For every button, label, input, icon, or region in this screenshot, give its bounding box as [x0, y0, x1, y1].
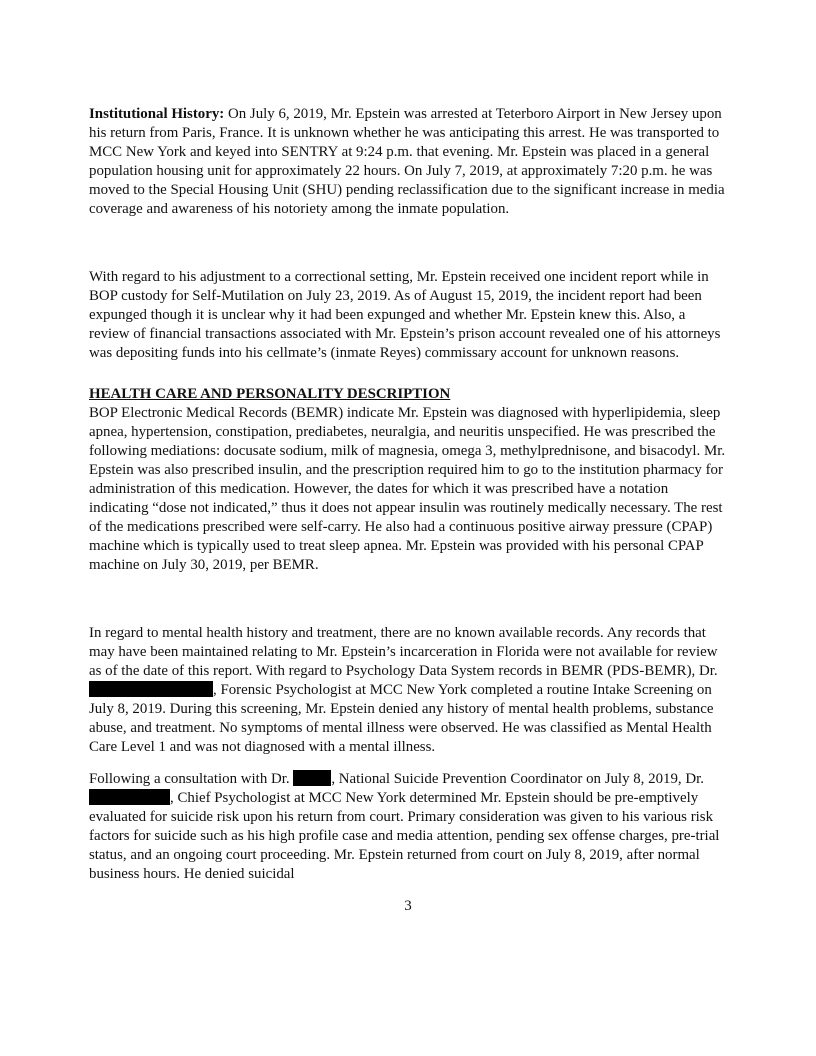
mental-health-paragraph	[89, 624, 729, 757]
page-number: 3	[404, 898, 412, 914]
consultation-text-3: , Chief Psychologist at MCC New York determined Mr. Epstein should be pre-emptively evaluated for suicide risk upon his return from court. Primary consideration was given to his various risk factors for suicide such as his high profile case and media attention, pending sex offense charges, pre-trial status, and an ongoing court proceeding. Mr. Epstein returned from court on July 8, 2019, after normal business hours. He denied suicidal	[89, 790, 720, 882]
consultation-text-1: Following a consultation with Dr.	[89, 771, 294, 787]
mental-health-text-1: In regard to mental health history and treatment, there are no known available records. Any records that may have been maintained relating to Mr. Epstein’s incarceration in Florida were not available for review as of the date of this report. With regard to Psychology Data System records in BEMR (PDS-BEMR), Dr.	[89, 625, 718, 679]
health-care-heading: HEALTH CARE AND PERSONALITY DESCRIPTION	[89, 386, 451, 402]
mental-health-text-2: , Forensic Psychologist at MCC New York completed a routine Intake Screening on July 8, 2019. During this screening, Mr. Epstein denied any history of mental health problems, substance abuse, and treatment. No symptoms of mental illness were observed. He was classified as Mental Health Care Level 1 and was not diagnosed with a mental illness.	[89, 682, 714, 755]
institutional-history-text: On July 6, 2019, Mr. Epstein was arrested at Teterboro Airport in New Jersey upon his return from Paris, France. It is unknown whether he was anticipating this arrest. He was transported to MCC New York and keyed into SENTRY at 9:24 p.m. that evening. Mr. Epstein was placed in a general population housing unit for approximately 22 hours. On July 7, 2019, at approximately 7:20 p.m. he was moved to the Special Housing Unit (SHU) pending reclassification due to the significant increase in media coverage and awareness of his notoriety among the inmate population.	[89, 106, 725, 217]
adjustment-text: With regard to his adjustment to a correctional setting, Mr. Epstein received one incident report while in BOP custody for Self-Mutilation on July 23, 2019. As of August 15, 2019, the incident report had been expunged though it is unclear why it had been expunged and whether Mr. Epstein knew this. Also, a review of financial transactions associated with Mr. Epstein’s prison account revealed one of his attorneys was depositing funds into his cellmate’s (inmate Reyes) commissary account for unknown reasons.	[89, 269, 721, 361]
health-care-text: BOP Electronic Medical Records (BEMR) indicate Mr. Epstein was diagnosed with hyperlipidemia, sleep apnea, hypertension, constipation, prediabetes, neuralgia, and neuritis unspecified. He was prescribed the following mediations: docusate sodium, milk of magnesia, omega 3, methylprednisone, and bisacodyl. Mr. Epstein was also prescribed insulin, and the prescription required him to go to the institution pharmacy for administration of this medication. However, the dates for which it was prescribed have a notation indicating “dose not indicated,” thus it does not appear insulin was routinely medically necessary. The rest of the medications prescribed were self-carry. He also had a continuous positive airway pressure (CPAP) machine which is typically used to treat sleep apnea. Mr. Epstein was provided with his personal CPAP machine on July 30, 2019, per BEMR.	[89, 405, 726, 573]
health-care-section	[89, 385, 729, 575]
institutional-history-label: Institutional History:	[89, 106, 225, 122]
redaction-box	[89, 789, 170, 805]
redaction-box	[293, 770, 331, 786]
redaction-box	[89, 681, 213, 697]
consultation-paragraph	[89, 770, 729, 884]
consultation-text-2: , National Suicide Prevention Coordinator on July 8, 2019, Dr.	[331, 771, 704, 787]
adjustment-paragraph	[89, 268, 729, 363]
institutional-history-paragraph	[89, 105, 729, 219]
